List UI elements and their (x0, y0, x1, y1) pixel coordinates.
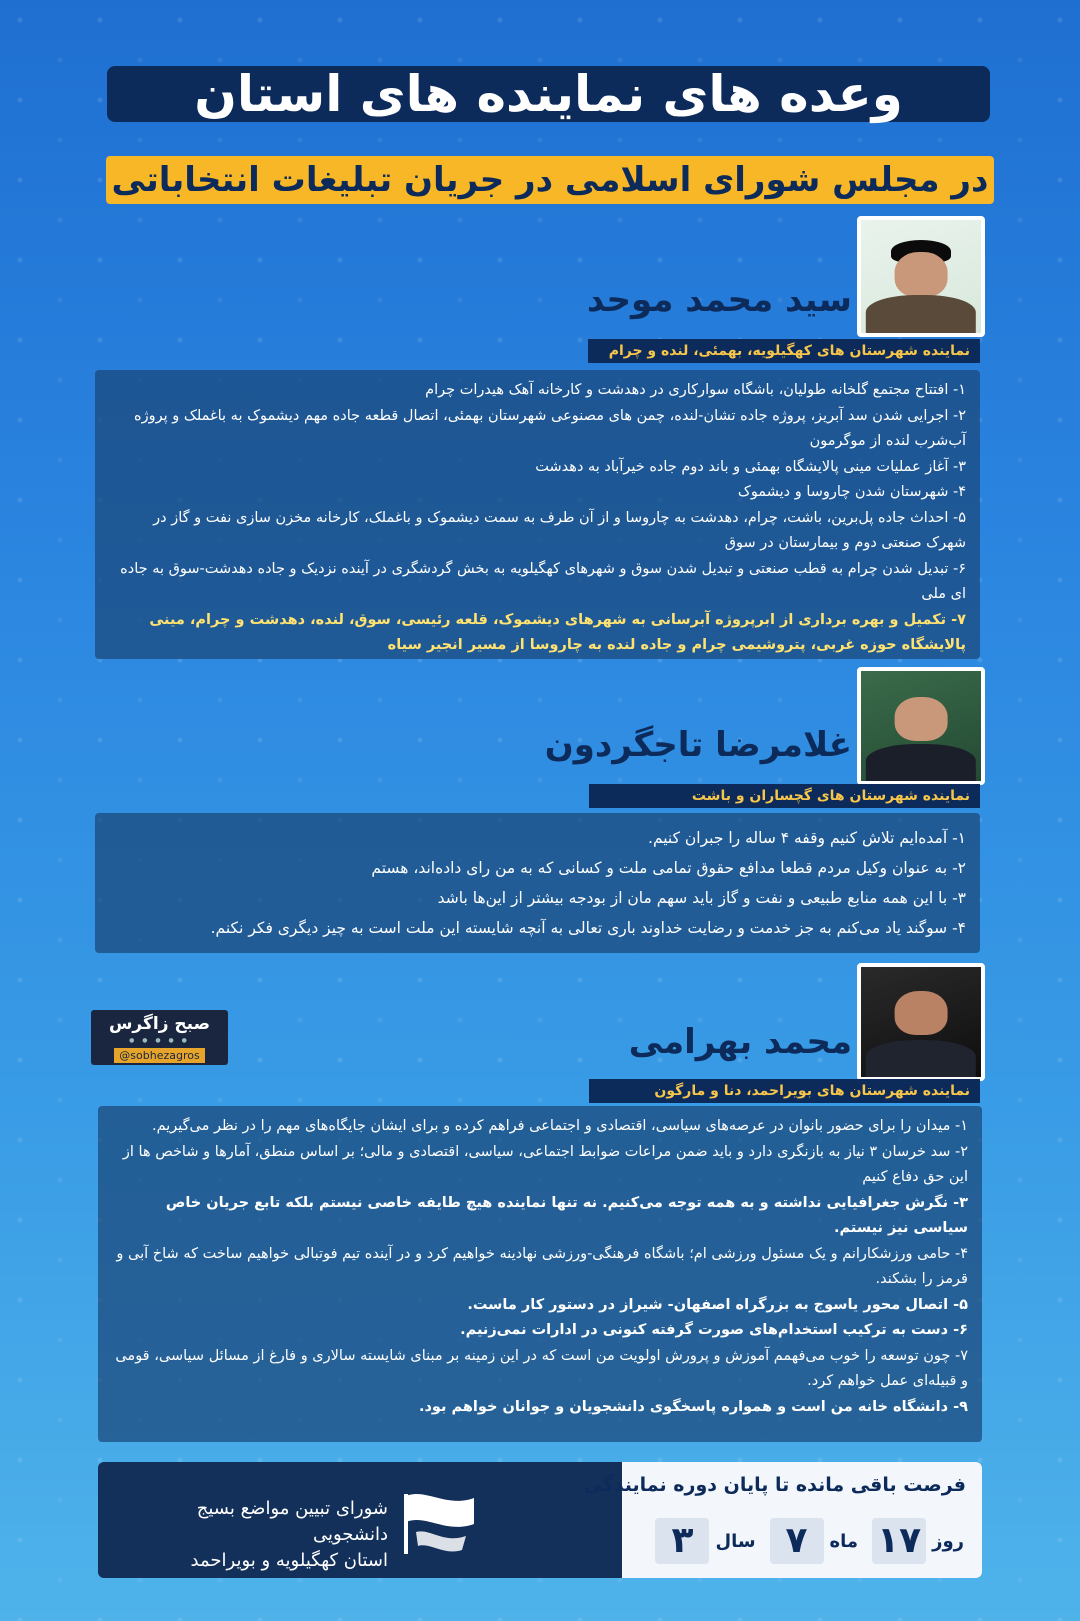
watermark-handle: @sobhezagros (114, 1048, 204, 1063)
months-value: ۷ (770, 1518, 824, 1564)
promise-item: ۲- به عنوان وکیل مردم قطعا مدافع حقوق تمامی ملت و کسانی که به من رای داده‌اند، هستم (371, 859, 966, 877)
countdown-days (872, 1518, 964, 1564)
page-subtitle: در مجلس شورای اسلامی در جریان تبلیغات انتخاباتی (106, 156, 994, 204)
candidate-name-1: سید محمد موحد (586, 280, 852, 320)
promise-item: ۲- سد خرسان ۳ نیاز به بازنگری دارد و باید ضمن مراعات ضوابط اجتماعی، سیاسی، اقتصادی و مالی؛ بر اساس منطق، آمارها و شاخص ها از این حق دفاع کنیم (122, 1143, 968, 1185)
page-title: وعده های نماینده های استان (107, 66, 990, 122)
candidate-name-2: غلامرضا تاجگردون (544, 725, 852, 765)
countdown-row (655, 1518, 964, 1564)
candidate-constituency-2: نماینده شهرستان های گچساران و باشت (589, 784, 980, 808)
promise-item: ۱- افتتاح مجتمع گلخانه طولیان، باشگاه سوارکاری در دهدشت و کارخانه آهک هیدرات چرام (425, 382, 966, 398)
org-name-line1: شورای تبیین مواضع بسیج دانشجویی (196, 1498, 388, 1545)
days-label: روز (932, 1530, 964, 1552)
promise-item: ۵- احداث جاده پل‌برین، باشت، چرام، دهدشت به چاروسا و از آن طرف به سمت دیشموک و باغملک، کارخانه مخزن سازی نفت و گاز در شهرک صنعتی دوم و بیمارستان در سوق (153, 509, 966, 551)
watermark-brand: صبح زاگرس (108, 1014, 211, 1034)
countdown-years (655, 1518, 755, 1564)
promise-item: ۷- تکمیل و بهره برداری از ابرپروژه آبرسانی به شهرهای دیشموک، قلعه رئیسی، سوق، لنده، دهدشت و چرام، مینی پالایشگاه حوزه غربی، پتروشیمی چرام و جاده لنده به چاروسا از مسیر انجیر سیاه (149, 611, 966, 653)
promise-item: ۱- آمده‌ایم تلاش کنیم وقفه ۴ ساله را جبران کنیم. (648, 829, 966, 847)
org-flag-icon (396, 1488, 482, 1558)
months-label: ماه (829, 1530, 859, 1552)
years-value: ۳ (655, 1518, 709, 1564)
promise-item: ۴- شهرستان شدن چاروسا و دیشموک (737, 484, 966, 500)
countdown-months (770, 1518, 859, 1564)
promise-item: ۷- چون توسعه را خوب می‌فهمم آموزش و پرورش اولویت من است که در این زمینه بر مبنای شایسته سالاری و فارغ از مسائل سیاسی، قومی و قبیله‌ای عمل خواهم کرد. (115, 1347, 968, 1389)
promise-item: ۲- اجرایی شدن سد آبریز، پروژه جاده تشان-لنده، چمن های مصنوعی شهرستان بهمئی، اتصال قطعه جاده مهم دیشموک به باغملک و پروژه آب‌شرب لنده از موگرمون (134, 407, 966, 449)
candidate-name-3: محمد بهرامی (628, 1022, 852, 1062)
promise-item: ۱- میدان را برای حضور بانوان در عرصه‌های سیاسی، اقتصادی و اجتماعی فراهم کرده و برای ایشان جایگاه‌های مهم را در نظر می‌گیریم. (151, 1118, 968, 1134)
promise-item: ۳- با این همه منابع طبیعی و نفت و گاز باید سهم مان از بودجه بیشتر از این‌ها باشد (437, 889, 966, 907)
promises-panel-3 (98, 1106, 982, 1442)
org-name-line2: استان کهگیلویه و بویراحمد (190, 1550, 388, 1571)
promise-item: ۹- دانشگاه خانه من است و همواره پاسخگوی دانشجویان و جوانان خواهم بود. (418, 1398, 968, 1415)
candidate-constituency-3: نماینده شهرستان های بویراحمد، دنا و مارگون (589, 1079, 980, 1103)
promises-panel-1 (95, 370, 980, 659)
years-label: سال (715, 1530, 756, 1552)
promises-panel-2 (95, 813, 980, 953)
promise-item: ۳- نگرش جغرافیایی نداشته و به همه توجه می‌کنیم. نه تنها نماینده هیچ طایفه خاصی نیستم بلکه تابع جریان خاص سیاسی نیز نیستم. (165, 1194, 968, 1236)
candidate-photo-2 (857, 667, 985, 785)
promise-item: ۳- آغاز عملیات مینی پالایشگاه بهمئی و باند دوم جاده خیرآباد به دهدشت (535, 458, 966, 475)
promise-item: ۴- سوگند یاد می‌کنم به جز خدمت و رضایت خداوند باری تعالی به آنچه شایسته این ملت است به چیز دیگری فکر نکنم. (210, 919, 966, 937)
promise-item: ۵- اتصال محور یاسوج به بزرگراه اصفهان- شیراز در دستور کار ماست. (467, 1296, 968, 1313)
candidate-constituency-1: نماینده شهرستان های کهگیلویه، بهمئی، لنده و چرام (588, 339, 980, 363)
footer-banner (98, 1462, 982, 1578)
candidate-photo-3 (857, 963, 985, 1081)
countdown-panel (583, 1462, 982, 1578)
countdown-title: فرصت باقی مانده تا پایان دوره نمایندگی (583, 1474, 966, 1496)
promise-item: ۶- تبدیل شدن چرام به قطب صنعتی و تبدیل شدن سوق و شهرهای کهگیلویه به بخش گردشگری در آینده نزدیک و جاده دهدشت-سوق به جاده ای ملی (120, 560, 966, 602)
watermark-logo: صبح زاگرس ● ● ● ● ● @sobhezagros (91, 1010, 228, 1065)
days-value: ۱۷ (872, 1518, 926, 1564)
candidate-photo-1 (857, 216, 985, 337)
promise-item: ۴- حامی ورزشکارانم و یک مسئول ورزشی ام؛ باشگاه فرهنگی-ورزشی نهادینه خواهیم کرد و در آینده تیم فوتبالی خواهیم ساخت که شاخ آبی و قرمز را بشکند. (116, 1245, 968, 1287)
org-name (118, 1496, 388, 1574)
promise-item: ۶- دست به ترکیب استخدام‌های صورت گرفته کنونی در ادارات نمی‌زنیم. (460, 1322, 968, 1338)
